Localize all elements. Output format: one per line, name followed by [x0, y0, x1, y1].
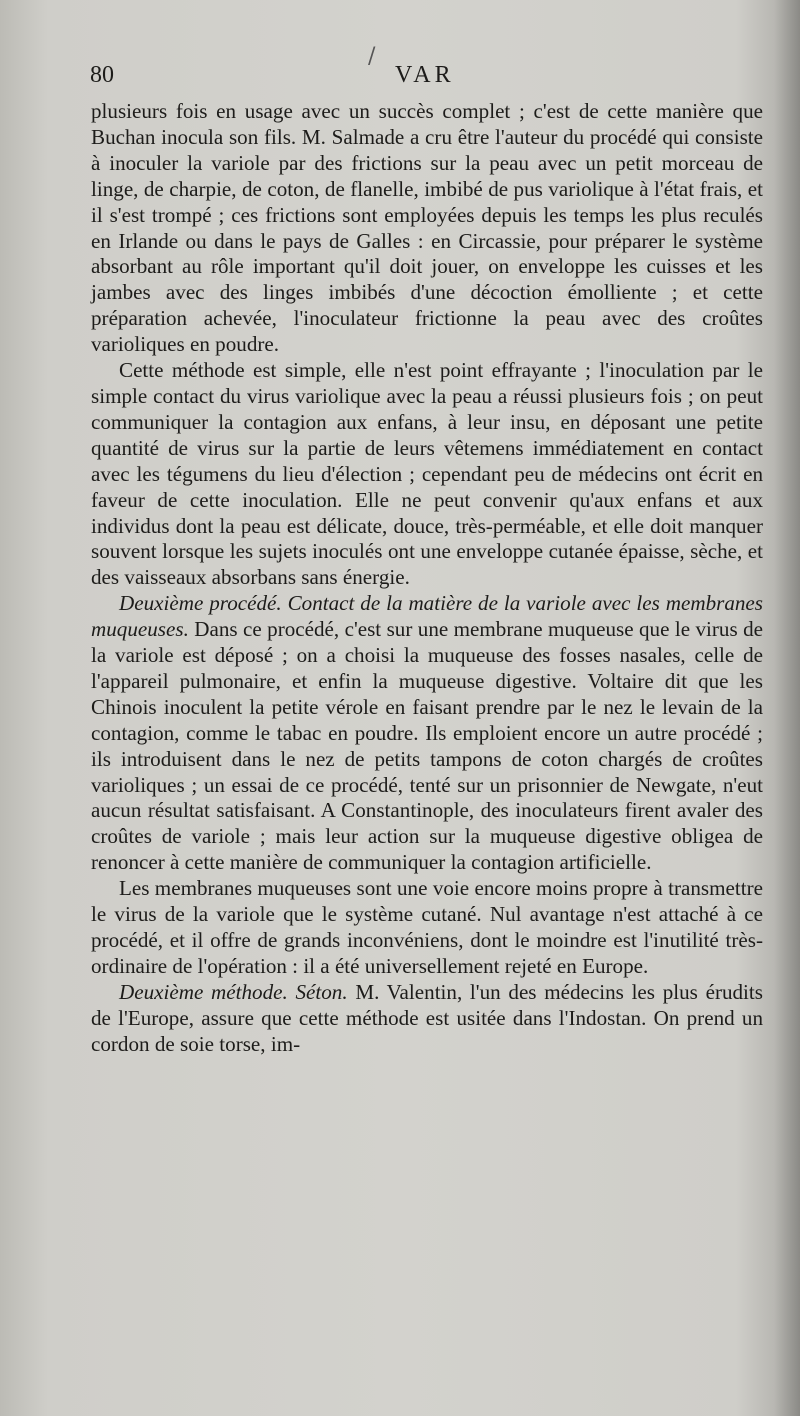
body-text	[91, 99, 763, 1058]
section-heading-deuxieme-methode: Deuxième méthode. Séton.	[119, 979, 348, 1004]
paragraph-4: Les membranes muqueuses sont une voie encore moins propre à transmettre le virus de la variole que le système cutané. Nul avantage n'est attaché à ce procédé, et il offre de grands inconvéniens, dont le moindre est l'inutilité très-ordinaire de l'opération : il a été universellement rejeté en Europe.	[91, 876, 763, 978]
paragraph-5	[91, 980, 763, 1058]
paragraph-3-text: Dans ce procédé, c'est sur une membrane muqueuse que le virus de la variole est déposé ; on a choisi la muqueuse des fosses nasales, celle de l'appareil pulmonaire, et enfin la muqueuse digestive. Voltaire dit que les Chinois inoculent la petite vérole en faisant prendre par le nez le levain de la contagion, comme le tabac en poudre. Ils emploient encore un autre procédé ; ils introduisent dans le nez de petits tampons de coton chargés de croûtes varioliques ; un essai de ce procédé, tenté sur un prisonnier de Newgate, n'eut aucun résultat satisfaisant. A Constantinople, des inoculateurs firent avaler des croûtes de variole ; mais leur action sur la muqueuse digestive obligea de renoncer à cette manière de communiquer la contagion artificielle.	[91, 617, 763, 875]
paragraph-2: Cette méthode est simple, elle n'est point effrayante ; l'inoculation par le simple contact du virus variolique avec la peau a réussi plusieurs fois ; on peut communiquer la contagion aux enfans, à leur insu, en déposant une petite quantité de virus sur la partie de leurs vêtemens immédiatement en contact avec les tégumens du lieu d'élection ; cependant peu de médecins ont écrit en faveur de cette inoculation. Elle ne peut convenir qu'aux enfans et aux individus dont la peau est délicate, douce, très-perméable, et elle doit manquer souvent lorsque les sujets inoculés ont une enveloppe cutanée épaisse, sèche, et des vaisseaux absorbans sans énergie.	[91, 358, 763, 590]
page-number: 80	[90, 62, 114, 88]
page-mark: /	[368, 44, 376, 69]
paragraph-5-text: M. Valentin, l'un des médecins les plus érudits de l'Europe, assure que cette méthode est usitée dans l'Indostan. On prend un cordon de soie torse, im-	[91, 979, 763, 1056]
page-header	[90, 62, 770, 94]
paragraph-1: plusieurs fois en usage avec un succès complet ; c'est de cette manière que Buchan inocula son fils. M. Salmade a cru être l'auteur du procédé qui consiste à inoculer la variole par des frictions sur la peau avec un petit morceau de linge, de charpie, de coton, de flanelle, imbibé de pus variolique à l'état frais, et il s'est trompé ; ces frictions sont employées depuis les temps les plus reculés en Irlande ou dans le pays de Galles : en Circassie, pour préparer le système absorbant au rôle important qu'il doit jouer, on enveloppe les cuisses et les jambes avec des linges imbibés d'une décoction émolliente ; et cette préparation achevée, l'inoculateur frictionne la peau avec des croûtes varioliques en poudre.	[91, 99, 763, 357]
section-heading-deuxieme-procede: Deuxième procédé. Contact de la matière de la variole avec les membranes muqueuses.	[91, 591, 763, 642]
running-head: VAR	[395, 62, 455, 88]
paragraph-3	[91, 591, 763, 876]
